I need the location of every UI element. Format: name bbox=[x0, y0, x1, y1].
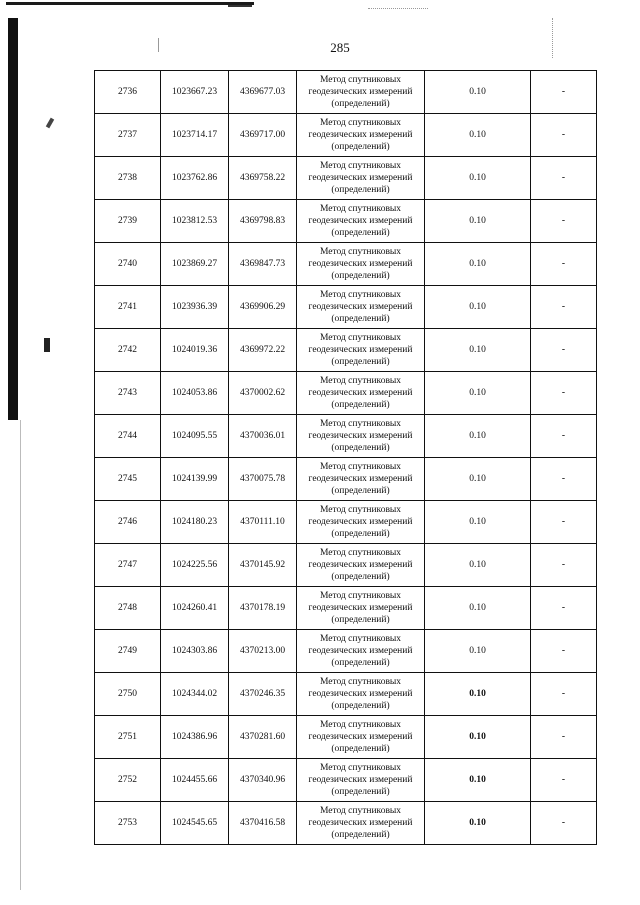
method-line: (определений) bbox=[331, 830, 390, 840]
note-dash: - bbox=[531, 114, 597, 157]
table-row bbox=[95, 200, 597, 243]
method-line: Метод спутниковых bbox=[319, 806, 402, 816]
method-line: (определений) bbox=[331, 529, 390, 539]
note-dash: - bbox=[531, 372, 597, 415]
point-number: 2740 bbox=[95, 243, 161, 286]
coordinate-y: 4370340.96 bbox=[229, 759, 297, 802]
method-line: геодезических измерений bbox=[308, 560, 413, 570]
coordinate-y: 4370178.19 bbox=[229, 587, 297, 630]
method-line: (определений) bbox=[331, 443, 390, 453]
table-row bbox=[95, 501, 597, 544]
point-number: 2746 bbox=[95, 501, 161, 544]
coordinate-y: 4369717.00 bbox=[229, 114, 297, 157]
point-number: 2745 bbox=[95, 458, 161, 501]
method-line: геодезических измерений bbox=[308, 259, 413, 269]
note-dash: - bbox=[531, 200, 597, 243]
note-dash: - bbox=[531, 286, 597, 329]
method-line: Метод спутниковых bbox=[319, 763, 402, 773]
point-number: 2738 bbox=[95, 157, 161, 200]
note-dash: - bbox=[531, 802, 597, 845]
coordinate-y: 4370111.10 bbox=[229, 501, 297, 544]
point-number: 2750 bbox=[95, 673, 161, 716]
point-number: 2748 bbox=[95, 587, 161, 630]
method-cell bbox=[297, 716, 425, 759]
point-number: 2744 bbox=[95, 415, 161, 458]
note-dash: - bbox=[531, 501, 597, 544]
method-line: (определений) bbox=[331, 744, 390, 754]
table-row bbox=[95, 544, 597, 587]
accuracy-value: 0.10 bbox=[425, 759, 531, 802]
table-row bbox=[95, 587, 597, 630]
point-number: 2737 bbox=[95, 114, 161, 157]
method-line: (определений) bbox=[331, 142, 390, 152]
point-number: 2736 bbox=[95, 71, 161, 114]
table-row bbox=[95, 630, 597, 673]
method-line: Метод спутниковых bbox=[319, 247, 402, 257]
method-line: (определений) bbox=[331, 787, 390, 797]
scan-artifact-top-line-tail bbox=[228, 5, 252, 7]
scan-artifact-mark bbox=[44, 338, 50, 352]
coordinate-y: 4369798.83 bbox=[229, 200, 297, 243]
note-dash: - bbox=[531, 329, 597, 372]
coordinate-x: 1024303.86 bbox=[161, 630, 229, 673]
scan-artifact-mark bbox=[46, 118, 54, 129]
point-number: 2751 bbox=[95, 716, 161, 759]
coordinate-y: 4370145.92 bbox=[229, 544, 297, 587]
method-line: (определений) bbox=[331, 228, 390, 238]
method-cell bbox=[297, 458, 425, 501]
coordinate-y: 4370213.00 bbox=[229, 630, 297, 673]
note-dash: - bbox=[531, 759, 597, 802]
coordinate-y: 4370036.01 bbox=[229, 415, 297, 458]
coordinate-x: 1023936.39 bbox=[161, 286, 229, 329]
method-cell bbox=[297, 243, 425, 286]
method-line: (определений) bbox=[331, 357, 390, 367]
accuracy-value: 0.10 bbox=[425, 415, 531, 458]
point-number: 2739 bbox=[95, 200, 161, 243]
coordinate-x: 1023667.23 bbox=[161, 71, 229, 114]
table-row bbox=[95, 458, 597, 501]
method-cell bbox=[297, 802, 425, 845]
method-line: Метод спутниковых bbox=[319, 505, 402, 515]
accuracy-value: 0.10 bbox=[425, 157, 531, 200]
accuracy-value: 0.10 bbox=[425, 587, 531, 630]
method-line: Метод спутниковых bbox=[319, 591, 402, 601]
method-line: геодезических измерений bbox=[308, 431, 413, 441]
note-dash: - bbox=[531, 157, 597, 200]
point-number: 2742 bbox=[95, 329, 161, 372]
coordinate-x: 1024455.66 bbox=[161, 759, 229, 802]
note-dash: - bbox=[531, 673, 597, 716]
method-cell bbox=[297, 71, 425, 114]
coordinate-y: 4369906.29 bbox=[229, 286, 297, 329]
accuracy-value: 0.10 bbox=[425, 286, 531, 329]
method-line: геодезических измерений bbox=[308, 345, 413, 355]
method-cell bbox=[297, 587, 425, 630]
method-line: (определений) bbox=[331, 658, 390, 668]
method-line: геодезических измерений bbox=[308, 517, 413, 527]
method-line: Метод спутниковых bbox=[319, 333, 402, 343]
point-number: 2749 bbox=[95, 630, 161, 673]
coordinate-x: 1023714.17 bbox=[161, 114, 229, 157]
method-line: (определений) bbox=[331, 99, 390, 109]
table-row bbox=[95, 673, 597, 716]
coordinate-y: 4369677.03 bbox=[229, 71, 297, 114]
method-line: Метод спутниковых bbox=[319, 290, 402, 300]
table-row bbox=[95, 157, 597, 200]
point-number: 2743 bbox=[95, 372, 161, 415]
method-line: Метод спутниковых bbox=[319, 161, 402, 171]
note-dash: - bbox=[531, 458, 597, 501]
coordinate-y: 4369847.73 bbox=[229, 243, 297, 286]
accuracy-value: 0.10 bbox=[425, 630, 531, 673]
method-line: Метод спутниковых bbox=[319, 634, 402, 644]
table-row bbox=[95, 71, 597, 114]
method-line: Метод спутниковых bbox=[319, 548, 402, 558]
method-line: геодезических измерений bbox=[308, 302, 413, 312]
coordinate-x: 1024344.02 bbox=[161, 673, 229, 716]
table-row bbox=[95, 286, 597, 329]
method-line: (определений) bbox=[331, 271, 390, 281]
point-number: 2741 bbox=[95, 286, 161, 329]
method-line: геодезических измерений bbox=[308, 818, 413, 828]
method-line: геодезических измерений bbox=[308, 173, 413, 183]
method-cell bbox=[297, 673, 425, 716]
method-line: Метод спутниковых bbox=[319, 376, 402, 386]
coordinate-x: 1024053.86 bbox=[161, 372, 229, 415]
table-row bbox=[95, 329, 597, 372]
method-line: Метод спутниковых bbox=[319, 462, 402, 472]
method-line: (определений) bbox=[331, 314, 390, 324]
method-line: геодезических измерений bbox=[308, 474, 413, 484]
coordinate-x: 1024386.96 bbox=[161, 716, 229, 759]
note-dash: - bbox=[531, 71, 597, 114]
table-row bbox=[95, 372, 597, 415]
accuracy-value: 0.10 bbox=[425, 329, 531, 372]
scan-artifact-left-edge bbox=[20, 420, 21, 890]
point-number: 2752 bbox=[95, 759, 161, 802]
table-row bbox=[95, 114, 597, 157]
method-line: (определений) bbox=[331, 572, 390, 582]
note-dash: - bbox=[531, 630, 597, 673]
method-line: геодезических измерений bbox=[308, 130, 413, 140]
coordinate-x: 1024095.55 bbox=[161, 415, 229, 458]
coordinate-x: 1024225.56 bbox=[161, 544, 229, 587]
method-cell bbox=[297, 759, 425, 802]
table-row bbox=[95, 415, 597, 458]
method-line: (определений) bbox=[331, 185, 390, 195]
accuracy-value: 0.10 bbox=[425, 716, 531, 759]
method-line: Метод спутниковых bbox=[319, 720, 402, 730]
coordinate-y: 4370416.58 bbox=[229, 802, 297, 845]
accuracy-value: 0.10 bbox=[425, 243, 531, 286]
accuracy-value: 0.10 bbox=[425, 458, 531, 501]
method-line: геодезических измерений bbox=[308, 388, 413, 398]
note-dash: - bbox=[531, 587, 597, 630]
coordinate-x: 1023812.53 bbox=[161, 200, 229, 243]
method-line: (определений) bbox=[331, 400, 390, 410]
accuracy-value: 0.10 bbox=[425, 802, 531, 845]
method-line: геодезических измерений bbox=[308, 603, 413, 613]
method-line: Метод спутниковых bbox=[319, 118, 402, 128]
accuracy-value: 0.10 bbox=[425, 372, 531, 415]
note-dash: - bbox=[531, 544, 597, 587]
accuracy-value: 0.10 bbox=[425, 673, 531, 716]
coordinate-y: 4370075.78 bbox=[229, 458, 297, 501]
page-number: 285 bbox=[330, 40, 350, 55]
method-line: геодезических измерений bbox=[308, 689, 413, 699]
coordinate-y: 4369758.22 bbox=[229, 157, 297, 200]
coordinates-table bbox=[94, 70, 597, 845]
method-line: Метод спутниковых bbox=[319, 75, 402, 85]
coordinate-x: 1024019.36 bbox=[161, 329, 229, 372]
method-cell bbox=[297, 415, 425, 458]
note-dash: - bbox=[531, 415, 597, 458]
method-line: Метод спутниковых bbox=[319, 677, 402, 687]
method-cell bbox=[297, 286, 425, 329]
coordinate-x: 1024545.65 bbox=[161, 802, 229, 845]
method-cell bbox=[297, 114, 425, 157]
coordinate-y: 4369972.22 bbox=[229, 329, 297, 372]
coordinate-x: 1023762.86 bbox=[161, 157, 229, 200]
method-cell bbox=[297, 544, 425, 587]
method-line: (определений) bbox=[331, 615, 390, 625]
method-line: Метод спутниковых bbox=[319, 419, 402, 429]
coordinate-x: 1024180.23 bbox=[161, 501, 229, 544]
coordinate-x: 1023869.27 bbox=[161, 243, 229, 286]
method-line: (определений) bbox=[331, 701, 390, 711]
note-dash: - bbox=[531, 716, 597, 759]
coordinate-y: 4370281.60 bbox=[229, 716, 297, 759]
method-cell bbox=[297, 501, 425, 544]
accuracy-value: 0.10 bbox=[425, 544, 531, 587]
method-cell bbox=[297, 630, 425, 673]
method-cell bbox=[297, 157, 425, 200]
scan-artifact-left-bar bbox=[8, 18, 18, 420]
point-number: 2753 bbox=[95, 802, 161, 845]
method-line: геодезических измерений bbox=[308, 775, 413, 785]
method-cell bbox=[297, 329, 425, 372]
coordinate-x: 1024260.41 bbox=[161, 587, 229, 630]
method-line: геодезических измерений bbox=[308, 216, 413, 226]
table-row bbox=[95, 759, 597, 802]
method-line: геодезических измерений bbox=[308, 646, 413, 656]
table-row bbox=[95, 243, 597, 286]
accuracy-value: 0.10 bbox=[425, 114, 531, 157]
accuracy-value: 0.10 bbox=[425, 200, 531, 243]
accuracy-value: 0.10 bbox=[425, 71, 531, 114]
coordinate-y: 4370002.62 bbox=[229, 372, 297, 415]
method-line: геодезических измерений bbox=[308, 732, 413, 742]
method-cell bbox=[297, 372, 425, 415]
method-line: (определений) bbox=[331, 486, 390, 496]
scan-artifact-dots bbox=[368, 8, 428, 10]
table-row bbox=[95, 716, 597, 759]
table-row bbox=[95, 802, 597, 845]
method-cell bbox=[297, 200, 425, 243]
note-dash: - bbox=[531, 243, 597, 286]
coordinate-y: 4370246.35 bbox=[229, 673, 297, 716]
method-line: Метод спутниковых bbox=[319, 204, 402, 214]
method-line: геодезических измерений bbox=[308, 87, 413, 97]
accuracy-value: 0.10 bbox=[425, 501, 531, 544]
point-number: 2747 bbox=[95, 544, 161, 587]
scan-artifact-top-line bbox=[6, 2, 254, 5]
coordinate-x: 1024139.99 bbox=[161, 458, 229, 501]
